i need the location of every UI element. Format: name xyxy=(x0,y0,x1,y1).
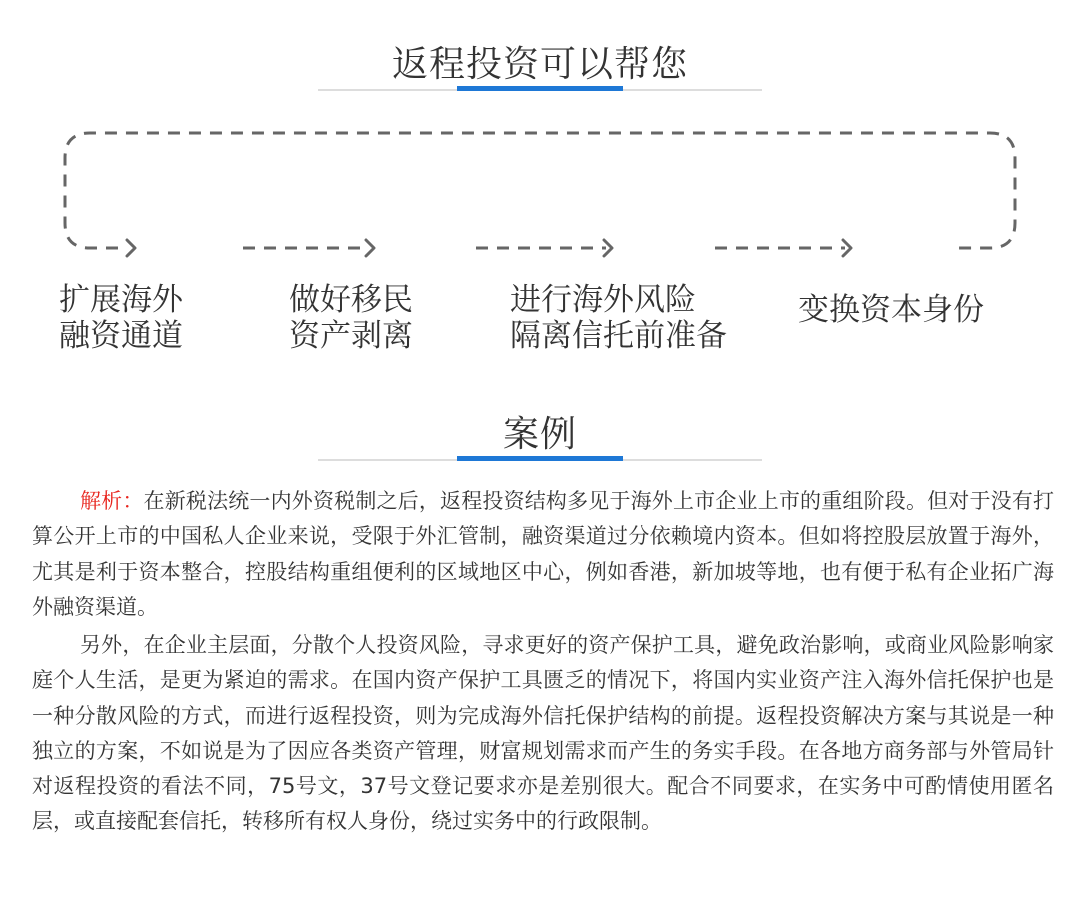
flow-loop-line xyxy=(65,133,1015,248)
title-accent-bar xyxy=(457,456,623,461)
case-paragraph-1 xyxy=(32,484,1054,625)
step-1-line2: 融资通道 xyxy=(59,318,183,354)
step-4-line1: 变换资本身份 xyxy=(798,292,984,328)
arrow-head-2 xyxy=(366,240,374,256)
section-title-case: 案例 xyxy=(502,414,577,455)
section-title-services: 返程投资可以帮您 xyxy=(391,44,688,85)
step-4 xyxy=(798,292,984,328)
step-1 xyxy=(59,282,183,354)
case-paragraph-1-text: 在新税法统一内外资税制之后，返程投资结构多见于海外上市企业上市的重组阶段。但对于没有打算公开上市的中国私人企业来说，受限于外汇管制，融资渠道过分依赖境内资本。但如将控股层放置于海外，尤其是利于资本整合，控股结构重组便利的区域地区中心，例如香港，新加坡等地，也有便于私有企业拓广海外融资渠道。 xyxy=(32,489,1055,619)
step-2-line2: 资产剥离 xyxy=(289,318,413,354)
step-3-line1: 进行海外风险 xyxy=(510,282,696,318)
flow-diagram xyxy=(0,0,1080,280)
step-3-line2: 隔离信托前准备 xyxy=(510,318,727,354)
case-paragraph-2-text: 另外，在企业主层面，分散个人投资风险，寻求更好的资产保护工具，避免政治影响，或商业风险影响家庭个人生活，是更为紧迫的需求。在国内资产保护工具匮乏的情况下，将国内实业资产注入海外信托保护也是一种分散风险的方式，而进行返程投资，则为完成海外信托保护结构的前提。返程投资解决方案与其说是一种独立的方案，不如说是为了因应各类资产管理，财富规划需求而产生的务实手段。在各地方商务部与外管局针对返程投资的看法不同，75号文，37号文登记要求亦是差别很大。配合不同要求，在实务中可酌情使用匿名层，或直接配套信托，转移所有权人身份，绕过实务中的行政限制。 xyxy=(32,633,1054,834)
step-3 xyxy=(510,282,727,354)
case-paragraph-2 xyxy=(32,628,1054,840)
arrow-head-1 xyxy=(127,240,135,256)
step-1-line1: 扩展海外 xyxy=(59,282,183,318)
step-2 xyxy=(289,282,413,354)
case-label: 解析： xyxy=(80,489,144,513)
step-2-line1: 做好移民 xyxy=(289,282,413,318)
